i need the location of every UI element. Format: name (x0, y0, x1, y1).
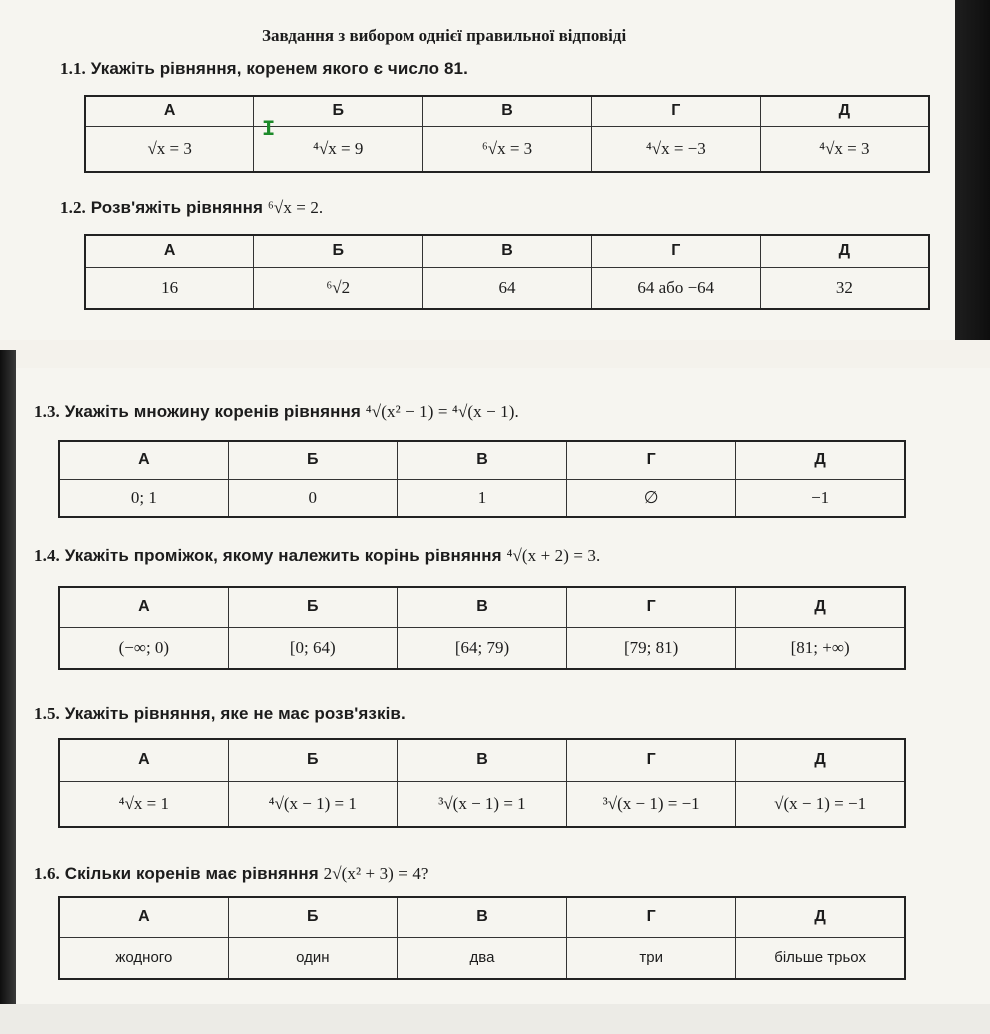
answer-option[interactable]: √(x − 1) = −1 (736, 781, 905, 827)
answer-header: Б (254, 235, 423, 267)
answer-option[interactable]: 1 (397, 479, 566, 517)
answer-option[interactable]: [64; 79) (397, 627, 566, 669)
answer-header: Б (254, 96, 423, 126)
answer-option[interactable]: ⁴√x = 3 (760, 126, 929, 172)
photo-bottom-strip (0, 1004, 990, 1034)
question-number: 1.1. (60, 59, 86, 78)
answer-table-1-3 (58, 440, 906, 518)
answer-option[interactable]: ⁴√(x − 1) = 1 (228, 781, 397, 827)
answer-option[interactable]: [79; 81) (567, 627, 736, 669)
answer-table-1-6 (58, 896, 906, 980)
answer-option[interactable]: більше трьох (736, 937, 905, 979)
answer-header: Б (228, 897, 397, 937)
answer-option[interactable]: 0; 1 (59, 479, 228, 517)
answer-header: А (85, 96, 254, 126)
answer-option[interactable]: ⁴√x = 9 (254, 126, 423, 172)
question-text: Розв'яжіть рівняння (90, 198, 264, 217)
answer-option[interactable]: ⁴√x = −3 (591, 126, 760, 172)
answer-table-1-2 (84, 234, 930, 310)
answer-header: Б (228, 441, 397, 479)
question-number: 1.3. (34, 402, 60, 421)
answer-header: Д (736, 739, 905, 781)
question-equation: 2√(x² + 3) = 4? (323, 864, 429, 883)
answer-option[interactable]: ⁶√2 (254, 267, 423, 309)
answer-header: Г (567, 739, 736, 781)
answer-header: А (59, 587, 228, 627)
answer-option[interactable]: 64 або −64 (591, 267, 760, 309)
answer-header: А (85, 235, 254, 267)
question-number: 1.2. (60, 198, 86, 217)
question-1-4 (34, 546, 600, 566)
answer-header: Б (228, 587, 397, 627)
worksheet-heading: Завдання з вибором однієї правильної відповіді (262, 26, 627, 45)
answer-table-1-1 (84, 95, 930, 173)
answer-header: В (397, 587, 566, 627)
question-number: 1.5. (34, 704, 60, 723)
question-text: Укажіть множину коренів рівняння (64, 402, 361, 421)
answer-table-1-5 (58, 738, 906, 828)
answer-option[interactable]: 32 (760, 267, 929, 309)
answer-option[interactable]: (−∞; 0) (59, 627, 228, 669)
answer-option[interactable]: 64 (423, 267, 592, 309)
answer-option[interactable]: ∅ (567, 479, 736, 517)
question-text: Укажіть проміжок, якому належить корінь рівняння (64, 546, 502, 565)
answer-table-1-4 (58, 586, 906, 670)
question-equation: ⁴√(x + 2) = 3. (506, 546, 601, 565)
answer-option[interactable]: [81; +∞) (736, 627, 905, 669)
question-1-1 (60, 59, 468, 79)
answer-option[interactable]: 16 (85, 267, 254, 309)
question-equation: ⁶√x = 2. (267, 198, 324, 217)
answer-header: Г (567, 441, 736, 479)
question-1-6 (34, 864, 429, 884)
answer-header: Д (760, 96, 929, 126)
answer-option[interactable]: −1 (736, 479, 905, 517)
answer-header: В (423, 96, 592, 126)
answer-option[interactable]: жодного (59, 937, 228, 979)
question-1-3 (34, 402, 519, 422)
answer-header: Д (736, 441, 905, 479)
question-equation: ⁴√(x² − 1) = ⁴√(x − 1). (365, 402, 519, 421)
answer-header: А (59, 441, 228, 479)
answer-option[interactable]: 0 (228, 479, 397, 517)
answer-option[interactable]: один (228, 937, 397, 979)
answer-header: Д (736, 897, 905, 937)
question-text: Скільки коренів має рівняння (64, 864, 319, 883)
text-cursor-icon: I (262, 117, 276, 142)
answer-header: В (397, 441, 566, 479)
answer-option[interactable]: ⁶√x = 3 (423, 126, 592, 172)
question-1-5 (34, 704, 406, 724)
answer-option[interactable]: ⁴√x = 1 (59, 781, 228, 827)
answer-header: Г (591, 96, 760, 126)
answer-header: В (397, 739, 566, 781)
answer-option[interactable]: √x = 3 (85, 126, 254, 172)
question-number: 1.4. (34, 546, 60, 565)
answer-option[interactable]: [0; 64) (228, 627, 397, 669)
answer-header: Б (228, 739, 397, 781)
worksheet-page-bottom (16, 368, 990, 1004)
answer-header: Д (760, 235, 929, 267)
answer-header: Г (591, 235, 760, 267)
photo-shadow-left (0, 350, 16, 1005)
question-number: 1.6. (34, 864, 60, 883)
answer-option[interactable]: ³√(x − 1) = 1 (397, 781, 566, 827)
answer-option[interactable]: три (567, 937, 736, 979)
question-1-2 (60, 198, 323, 218)
answer-option[interactable]: два (397, 937, 566, 979)
question-text: Укажіть рівняння, яке не має розв'язків. (64, 704, 406, 723)
answer-header: В (397, 897, 566, 937)
answer-option[interactable]: ³√(x − 1) = −1 (567, 781, 736, 827)
worksheet-page-top (0, 0, 955, 340)
answer-header: А (59, 739, 228, 781)
answer-header: А (59, 897, 228, 937)
answer-header: Г (567, 587, 736, 627)
answer-header: Г (567, 897, 736, 937)
question-text: Укажіть рівняння, коренем якого є число 81. (90, 59, 468, 78)
answer-header: Д (736, 587, 905, 627)
answer-header: В (423, 235, 592, 267)
